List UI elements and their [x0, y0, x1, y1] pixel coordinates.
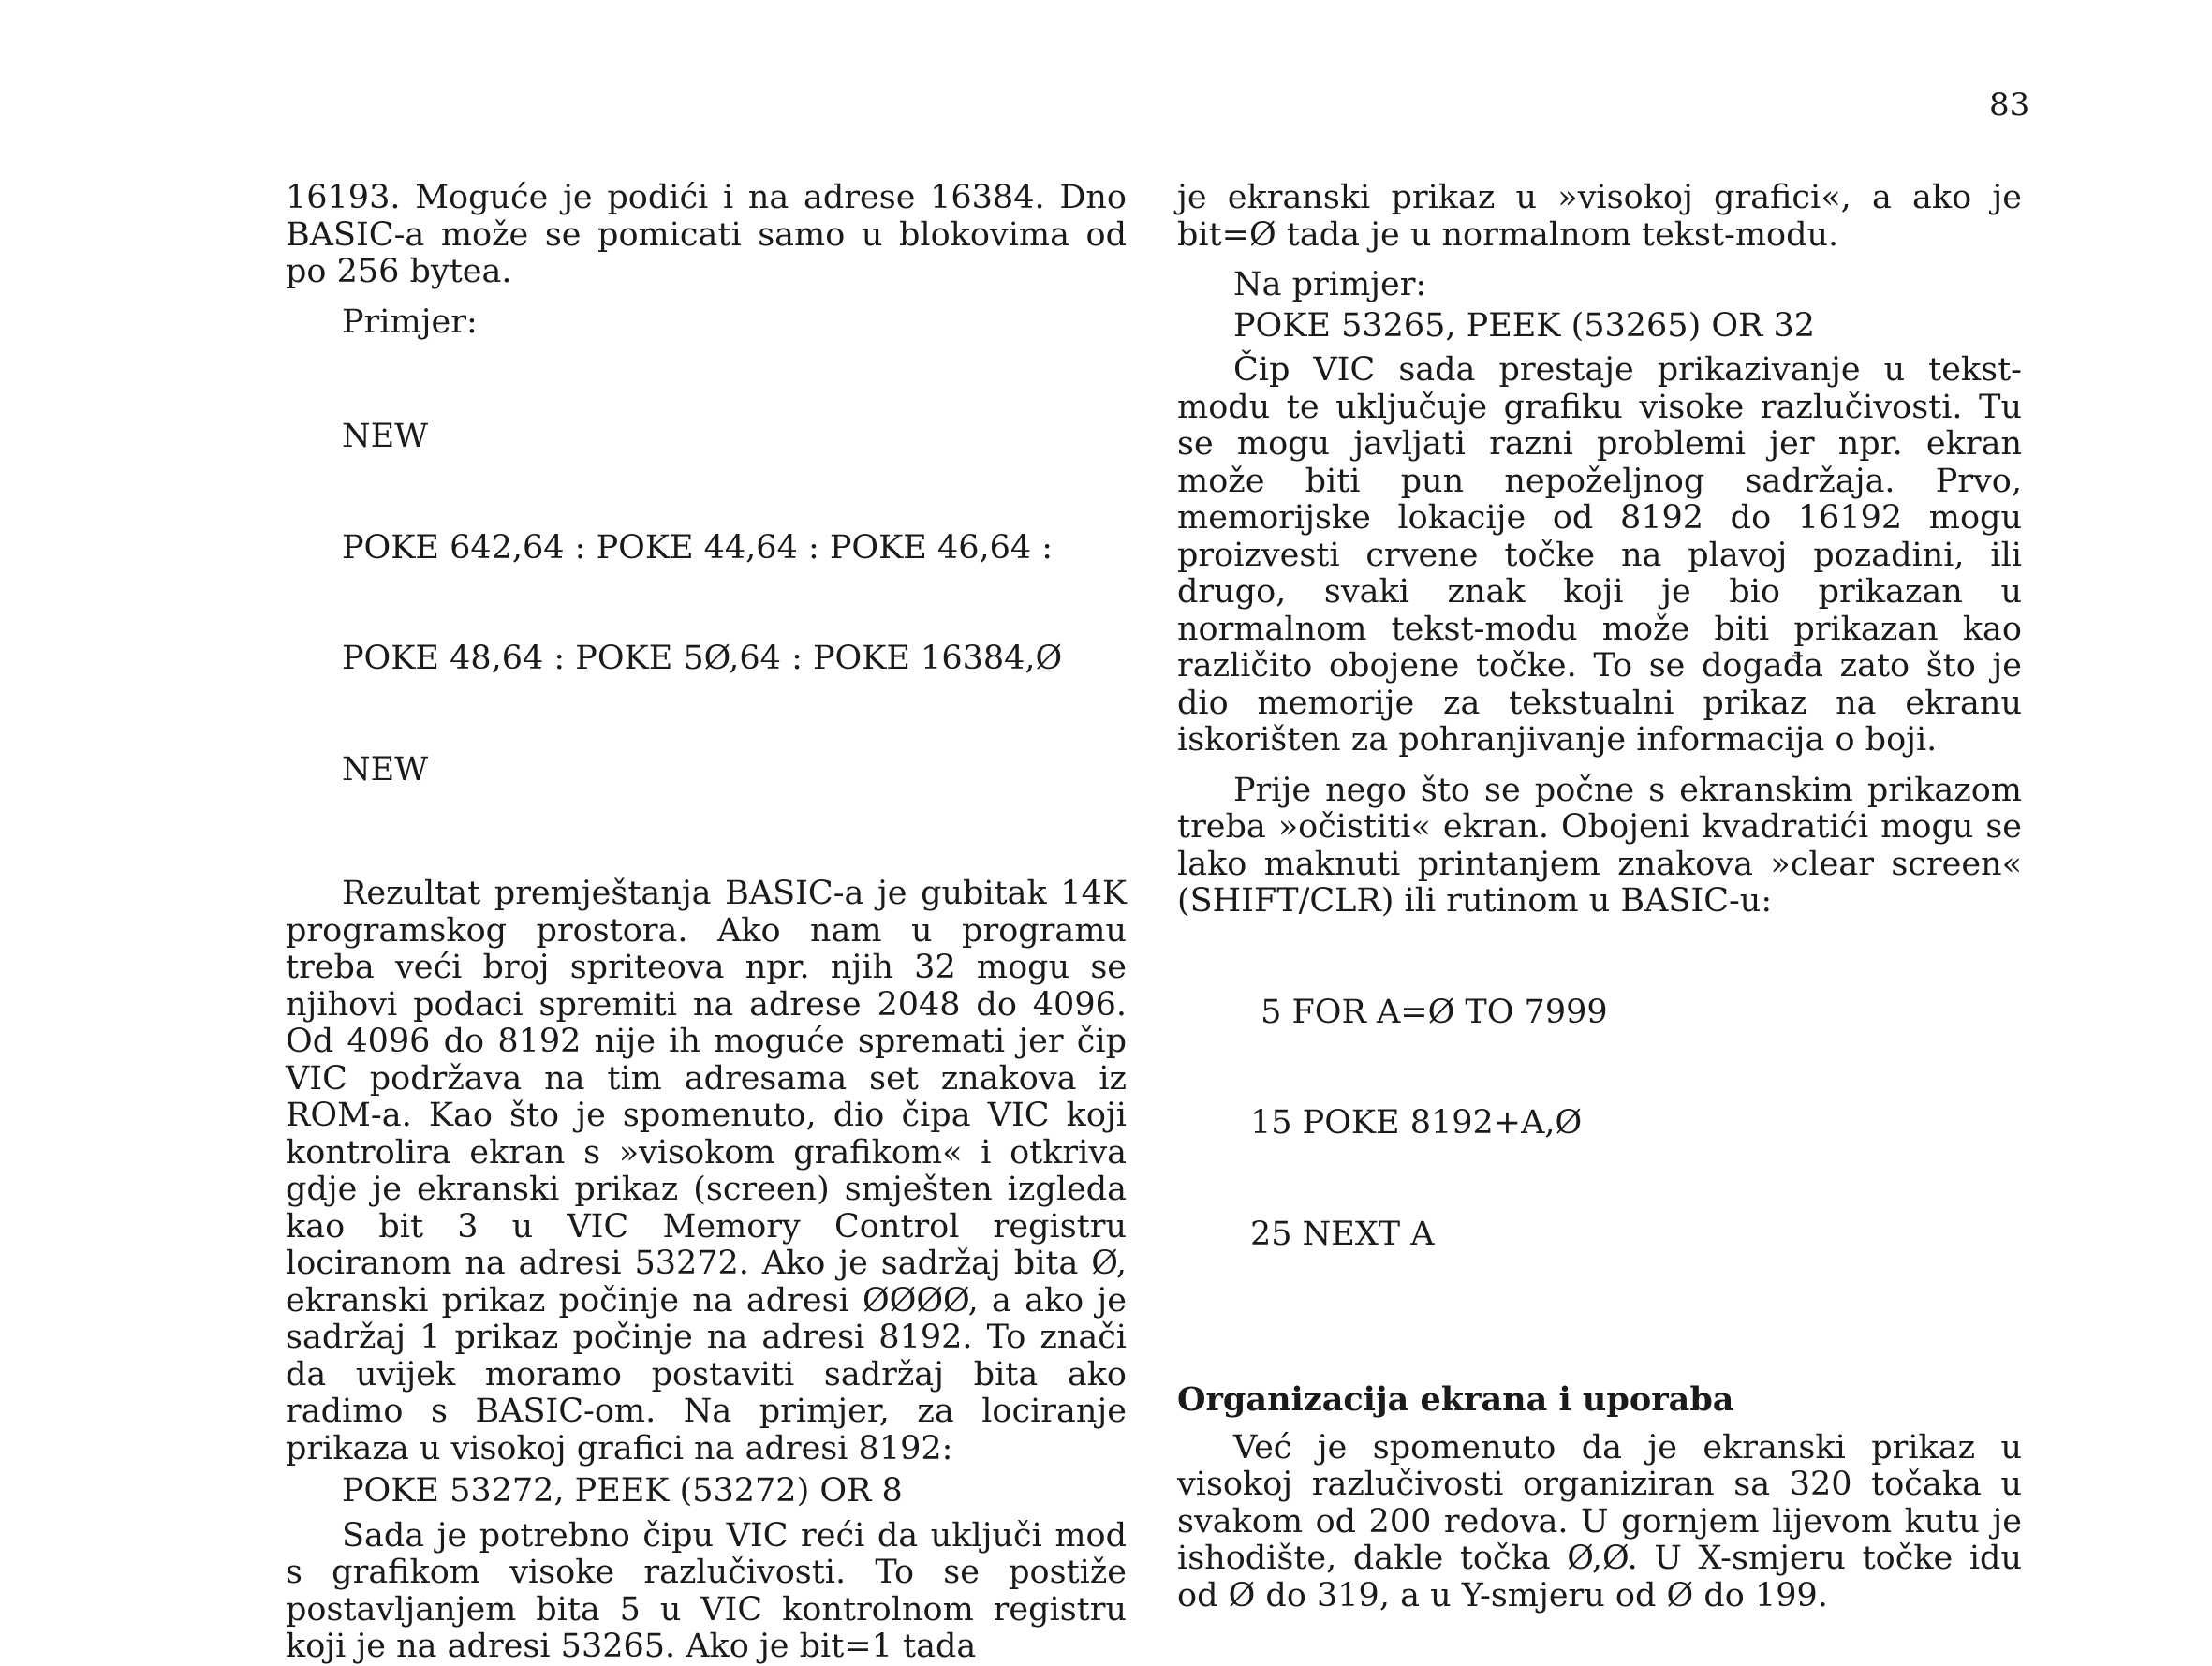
listing-line: 25 NEXT A	[1250, 1215, 1435, 1253]
code-line: NEW	[342, 418, 429, 455]
left-example-label: Primjer:	[342, 302, 478, 341]
listing-line: 15 POKE 8192+A,Ø	[1250, 1104, 1583, 1142]
section-heading: Organizacija ekrana i uporaba	[1177, 1380, 1734, 1419]
right-paragraph-3: Prije nego što se počne s ekranskim prikazom treba »očistiti« ekran. Obojeni kvadratići mogu se lako maknuti printanjem znakova »clear screen« (SHIFT/CLR) ili rutinom u BASIC-u:	[1177, 771, 2022, 920]
left-paragraph-2: Rezultat premještanja BASIC-a je gubitak 14K programskog prostora. Ako nam u programu treba veći broj spriteova npr. njih 32 mogu se njihovi podaci spremiti na adrese 2048 do 4096. Od 4096 do 8192 nije ih moguće spremati jer čip VIC podržava na tim adresama set znakova iz ROM-a. Kao što je spomenuto, dio čipa VIC koji kontrolira ekran s »visokom grafikom« i otkriva gdje je ekranski prikaz (screen) smješten izgleda kao bit 3 u VIC Memory Control registru lociranom na adresi 53272. Ako je sadržaj bita Ø, ekranski prikaz počinje na adresi ØØØØ, a ako je sadržaj 1 prikaz počinje na adresi 8192. To znači da uvijek moramo postaviti sadržaj bita ako radimo s BASIC-om. Na primjer, za lociranje prikaza u visokoj grafici na adresi 8192:	[286, 875, 1127, 1467]
left-code-block-1	[342, 345, 1127, 862]
page-number: 83	[1989, 86, 2030, 124]
listing-line: 5 FOR A=Ø TO 7999	[1250, 993, 1608, 1031]
right-paragraph-4: Već je spomenuto da je ekranski prikaz u visokoj razlučivosti organiziran sa 320 točaka u svakom od 200 redova. U gornjem lijevom kutu je ishodište, dakle točka Ø,Ø. U X-smjeru točke idu od Ø do 319, a u Y-smjeru od Ø do 199.	[1177, 1428, 2022, 1614]
right-example-label: Na primjer:	[1233, 266, 1427, 303]
left-column	[286, 180, 1127, 1666]
code-line: POKE 48,64 : POKE 5Ø,64 : POKE 16384,Ø	[342, 640, 1063, 677]
code-line: NEW	[342, 750, 429, 789]
left-code-block-2: POKE 53272, PEEK (53272) OR 8	[342, 1472, 903, 1510]
right-column	[1177, 180, 2022, 1614]
right-code-block-1: POKE 53265, PEEK (53265) OR 32	[1233, 306, 1816, 345]
right-paragraph-1: je ekranski prikaz u »visokoj grafici«, a ako je bit=Ø tada je u normalnom tekst-modu.	[1177, 179, 2022, 254]
right-paragraph-2: Čip VIC sada prestaje prikazivanje u tekst-modu te uključuje grafiku visoke razlučivosti. Tu se mogu javljati razni problemi jer npr. ekran može biti pun nepoželjnog sadržaja. Prvo, memorijske lokacije od 8192 do 16192 mogu proizvesti crvene točke na plavoj pozadini, ili drugo, svaki znak koji je bio prikazan u normalnom tekst-modu može biti prikazan kao različito obojene točke. To se događa zato što je dio memorije za tekstualni prikaz na ekranu iskorišten za pohranjivanje informacija o boji.	[1177, 351, 2022, 759]
left-paragraph-3: Sada je potrebno čipu VIC reći da uključi mod s grafikom visoke razlučivosti. To se postiže postavljanjem bita 5 u VIC kontrolnom registru koji je na adresi 53265. Ako je bit=1 tada	[286, 1516, 1127, 1665]
basic-listing	[1250, 921, 2022, 1328]
code-line: POKE 642,64 : POKE 44,64 : POKE 46,64 :	[342, 528, 1054, 567]
left-paragraph-1: 16193. Moguće je podići i na adrese 16384. Dno BASIC-a može se pomicati samo u blokovima od po 256 bytea.	[286, 179, 1127, 290]
